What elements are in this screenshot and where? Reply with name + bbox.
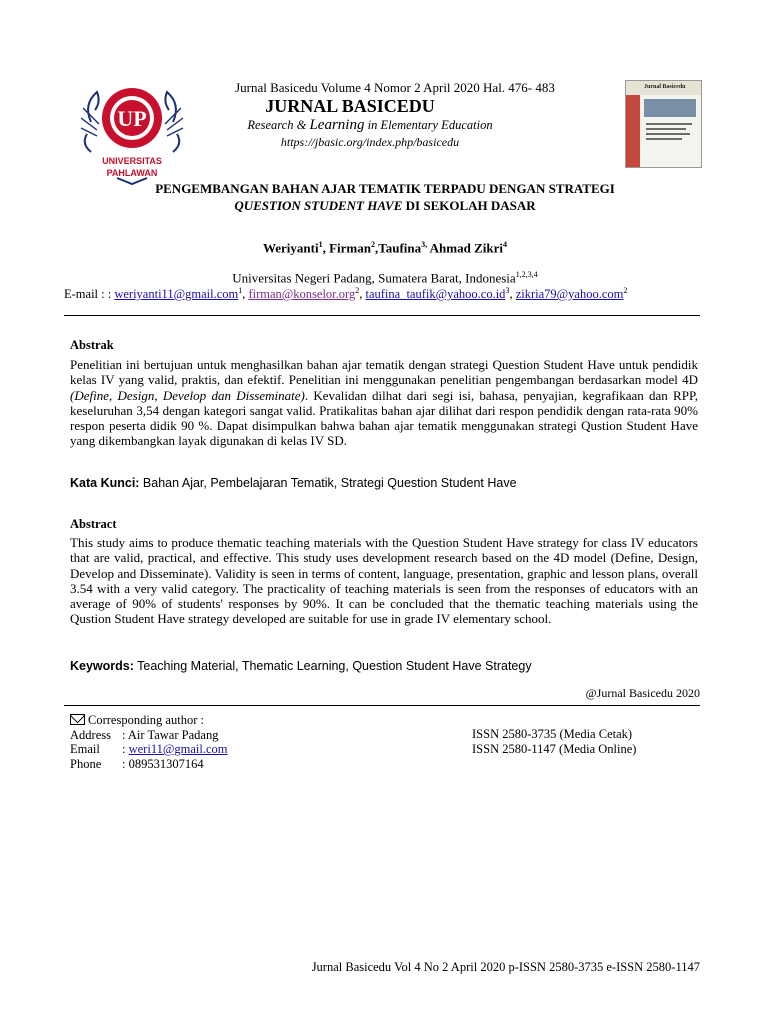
logo-text-bottom: PAHLAWAN [106,168,158,178]
corresponding-email-link[interactable]: weri11@gmail.com [128,742,228,756]
issn-info: ISSN 2580-3735 (Media Cetak) ISSN 2580-1147 (Media Online) [472,727,637,756]
journal-url[interactable]: https://jbasic.org/index.php/basicedu [280,135,460,149]
affiliation: Universitas Negeri Padang, Sumatera Barat, Indonesia$^{1,2,3,4}$ [232,270,538,286]
corresponding-author: Corresponding author : Address : Air Tawar Padang Email : weri11@gmail.com Phone : 089531307164 [70,713,228,771]
abstrak-text: Penelitian ini bertujuan untuk menghasilkan bahan ajar tematik dengan strategi Question Student Have untuk pendidik kelas IV yang valid, praktis, dan efektif. Penelitian ini menggunakan penelitian pengembangan berdasarkan model 4D (Define, Design, Develop dan Disseminate). Kevalidan dilhat dari segi isi, bahasa, penyajian, kegrafikaan dan RPP, keseluruhan 3,54 dengan kategori sangat valid. Pratikalitas bahan ajar dilihat dari respon pendidik dengan rata-rata 90% respon peserta didik 90 %. Dapat disimpulkan bahwa bahan ajar tematik menggunakan strategi Qustion Student Have yang dikembangkan layak digunakan di kelas IV SD. [70,357,698,449]
journal-title: JURNAL BASICEDU [265,96,435,116]
email-link-3[interactable]: taufina_taufik@yahoo.co.id [365,287,506,302]
cover-title: Jurnal Basicedu [644,84,686,90]
author-list: Weriyanti$^1$, Firman$^2$,Taufina$^{3,}$ Ahmad Zikri$^4$ [262,240,507,256]
logo-text-top: UNIVERSITAS [102,156,162,166]
footer-divider [64,705,700,706]
email-link-2[interactable]: firman@konselor.org [248,287,356,302]
university-logo [77,78,187,188]
header-divider [64,315,700,316]
email-link-4[interactable]: zikria79@yahoo.com [515,287,624,302]
email-line: E-mail : : weriyanti11@gmail.com$^1$, firman@konselor.org$^2$, $taufina\_taufik@yahoo.co.id^3$, zikria79@yahoo.com$^2$ [64,286,628,302]
kata-kunci: Kata Kunci: Bahan Ajar, Pembelajaran Tematik, Strategi Question Student Have [70,476,517,490]
journal-subtitle: Research & Learning in Elementary Education [247,117,493,133]
copyright: @Jurnal Basicedu 2020 [585,686,700,700]
journal-volume-line: Jurnal Basicedu Volume 4 Nomor 2 April 2020 Hal. 476- 483 [235,80,555,95]
abstrak-heading: Abstrak [70,338,114,352]
abstract-text: This study aims to produce thematic teaching materials with the Question Student Have strategy for class IV educators that are valid, practical, and effective. This study uses development research based on the 4D model (Define, Design, Develop and Disseminate). Validity is seen in terms of content, language, presentation, graphic and lesson plans, overall 3.54 with a very valid category. The practicality of teaching materials is seen from the responses of educators with an average of 90% of students' responses by 90%. It can be concluded that the thematic teaching materials using the Qustion Student Have strategy developed are suitable for use in grade IV elementary school. [70,535,698,627]
email-link-1[interactable]: weriyanti11@gmail.com [114,287,239,302]
abstract-heading: Abstract [70,517,117,531]
journal-cover-thumbnail [625,80,702,168]
logo-initials: UP [117,106,147,131]
envelope-icon [70,714,85,725]
paper-title: PENGEMBANGAN BAHAN AJAR TEMATIK TERPADU DENGAN STRATEGI QUESTION STUDENT HAVE DI SEKOLAH DASAR [155,181,615,213]
keywords: Keywords: Teaching Material, Thematic Learning, Question Student Have Strategy [70,659,532,673]
page-footer: Jurnal Basicedu Vol 4 No 2 April 2020 p-ISSN 2580-3735 e-ISSN 2580-1147 [311,960,700,974]
